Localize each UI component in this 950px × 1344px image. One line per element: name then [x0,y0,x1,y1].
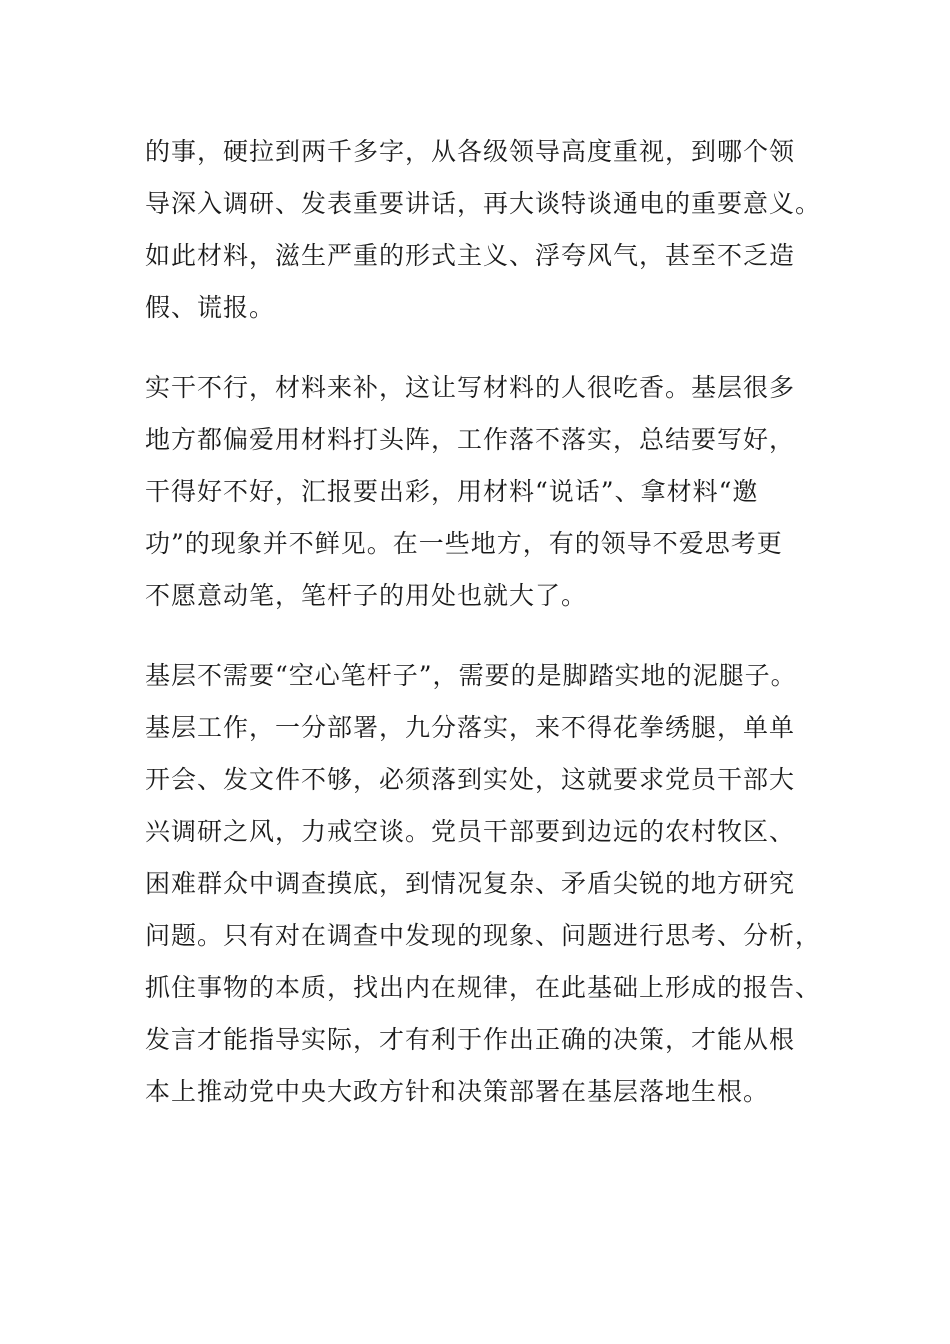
text-line: 发言才能指导实际，才有利于作出正确的决策，才能从根 [145,1025,796,1054]
text-line: 问题。只有对在调查中发现的现象、问题进行思考、分析， [145,921,822,950]
text-line: 假、谎报。 [145,293,276,322]
text-line: 基层不需要“空心笔杆子”，需要的是脚踏实地的泥腿子。 [145,661,797,690]
text-line: 困难群众中调查摸底，到情况复杂、矛盾尖锐的地方研究 [145,869,796,898]
paragraph-3 [145,650,822,1118]
paragraph-2 [145,362,815,622]
paragraph-1 [145,126,822,334]
text-line: 兴调研之风，力戒空谈。党员干部要到边远的农村牧区、 [145,817,796,846]
text-line: 本上推动党中央大政方针和决策部署在基层落地生根。 [145,1077,770,1106]
text-line: 基层工作，一分部署，九分落实，来不得花拳绣腿，单单 [145,713,796,742]
text-line: 的事，硬拉到两千多字，从各级领导高度重视，到哪个领 [145,137,796,166]
document-body [145,126,822,1146]
text-line: 不愿意动笔，笔杆子的用处也就大了。 [145,581,588,610]
text-line: 实干不行，材料来补，这让写材料的人很吃香。基层很多 [145,373,796,402]
text-line: 功”的现象并不鲜见。在一些地方，有的领导不爱思考更 [145,529,783,558]
text-line: 导深入调研、发表重要讲话，再大谈特谈通电的重要意义。 [145,189,822,218]
text-line: 开会、发文件不够，必须落到实处，这就要求党员干部大 [145,765,796,794]
text-line: 干得好不好，汇报要出彩，用材料“说话”、拿材料“邀 [145,477,759,506]
text-line: 如此材料，滋生严重的形式主义、浮夸风气，甚至不乏造 [145,241,796,270]
text-line: 地方都偏爱用材料打头阵，工作落不落实，总结要写好， [145,425,796,454]
text-line: 抓住事物的本质，找出内在规律，在此基础上形成的报告、 [145,973,822,1002]
